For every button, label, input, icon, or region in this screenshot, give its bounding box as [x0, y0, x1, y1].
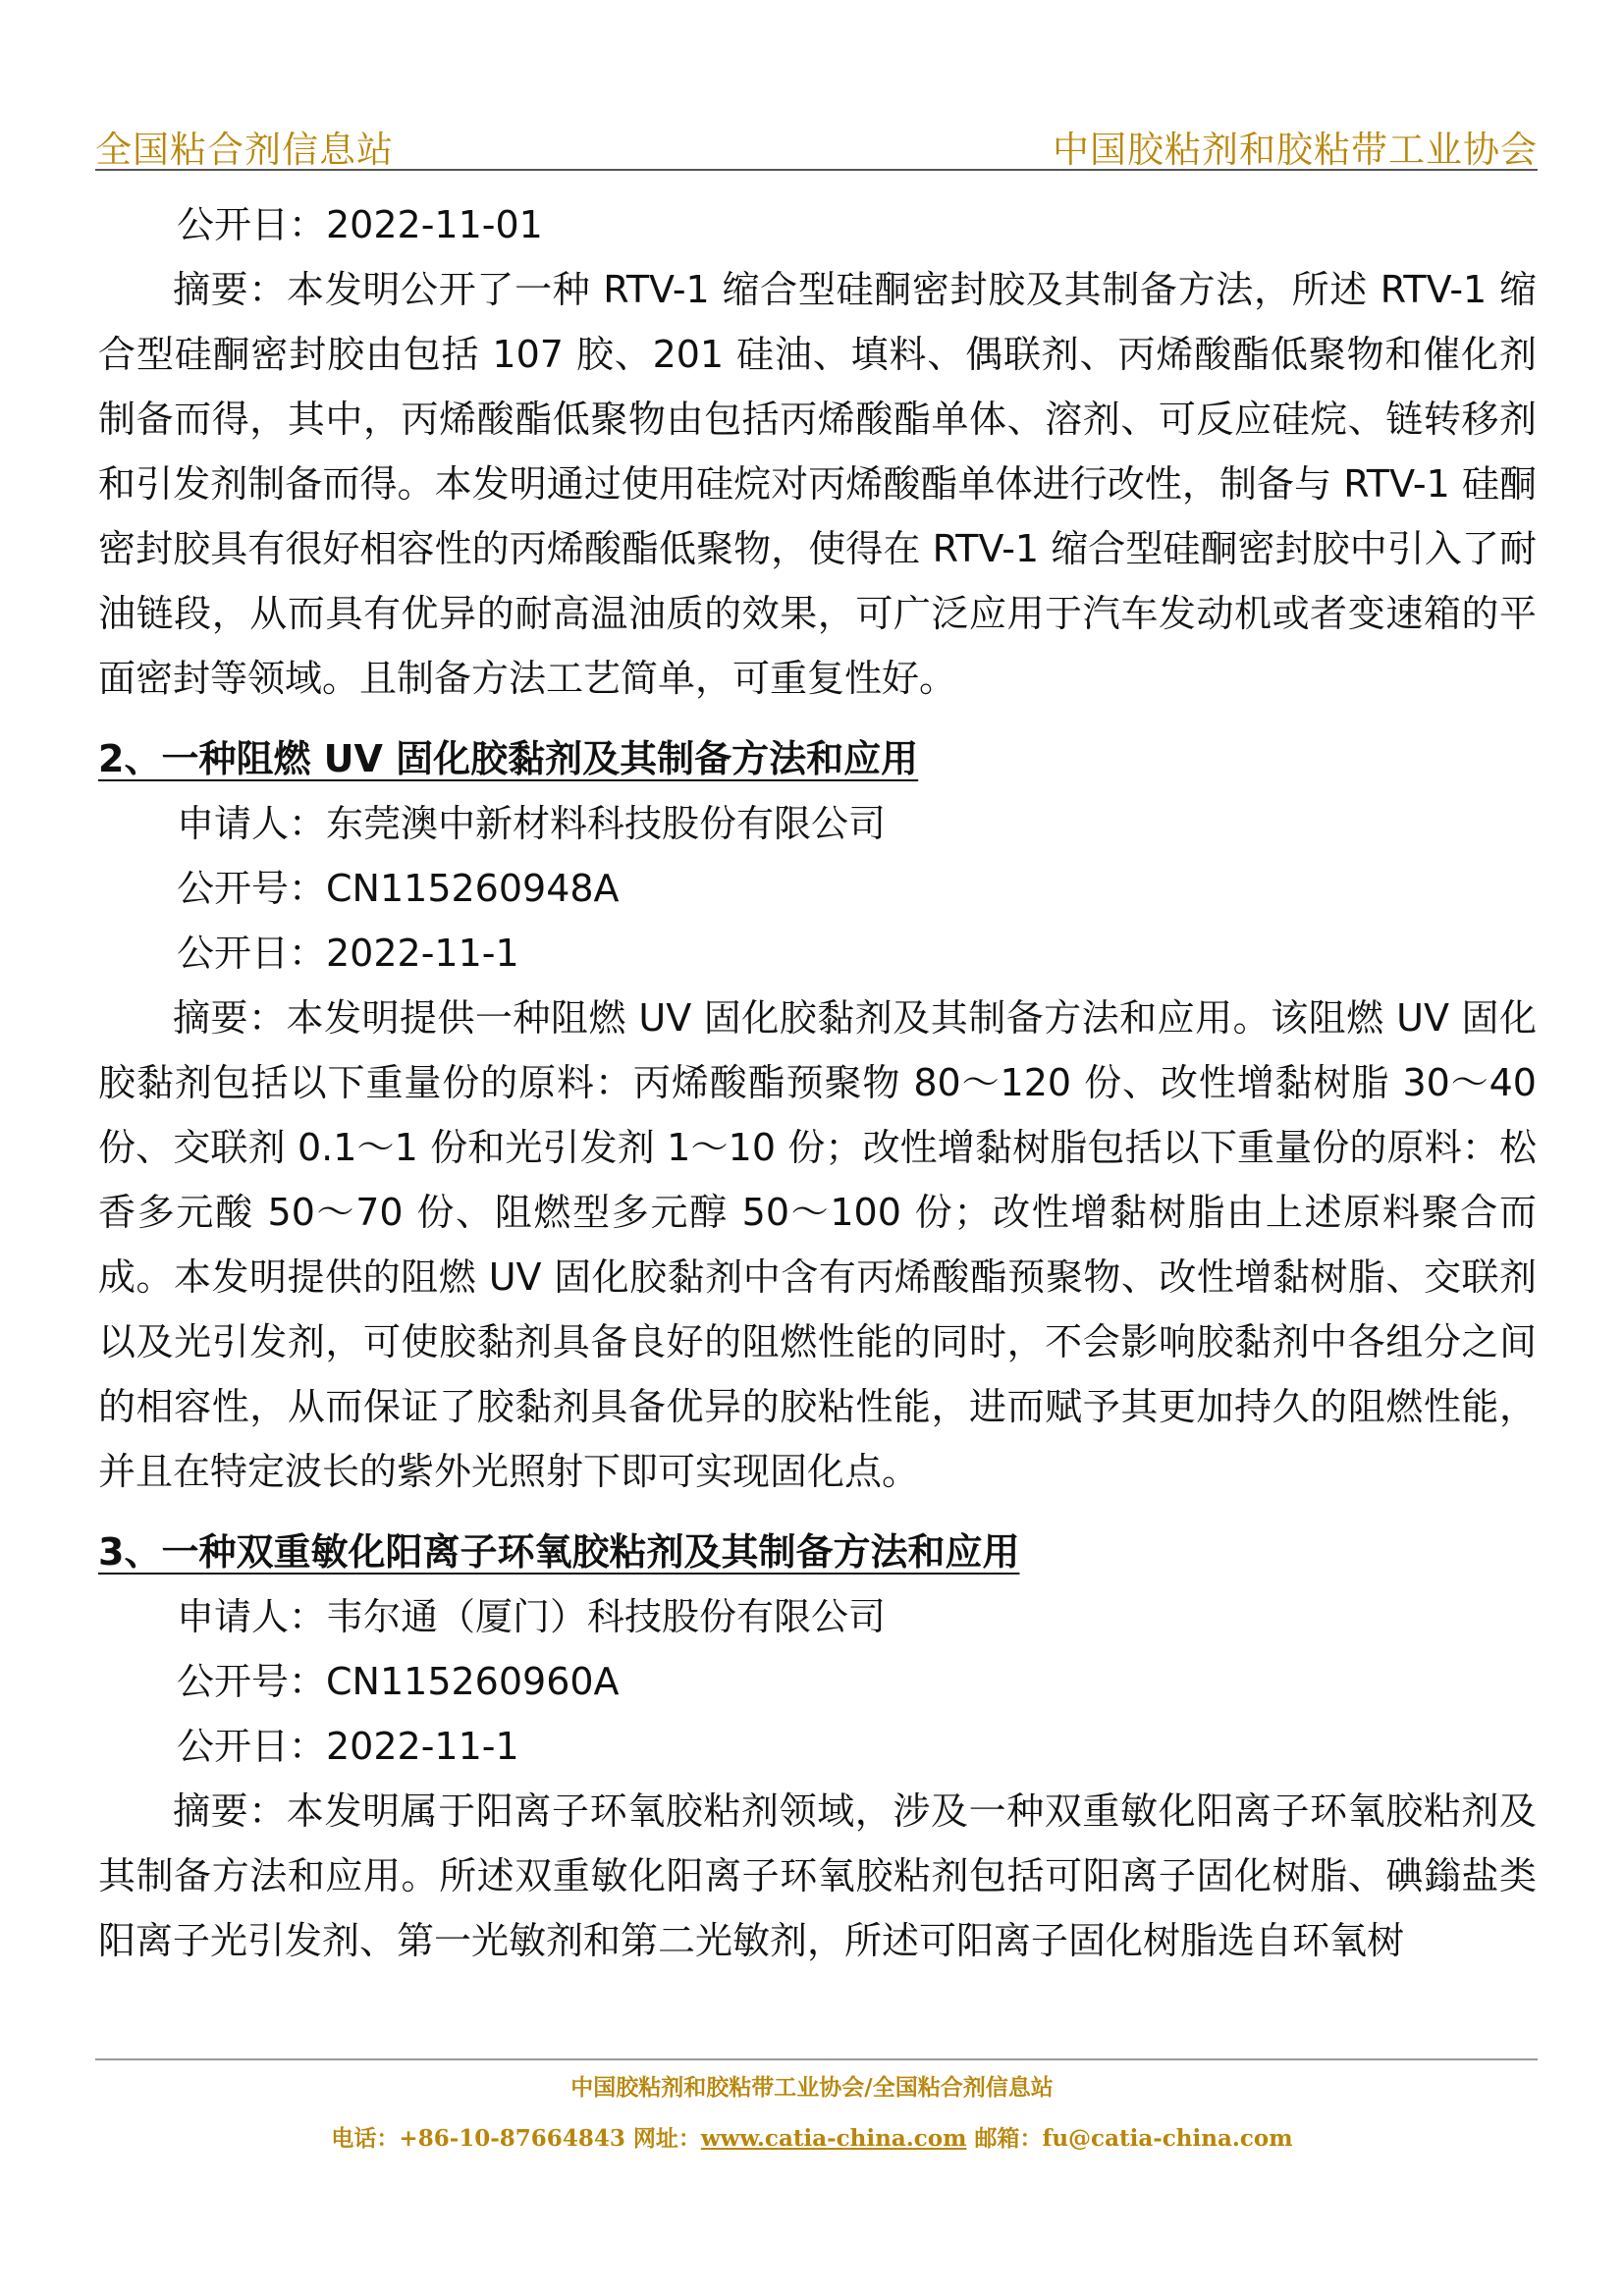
applicant: 申请人：东莞澳中新材料科技股份有限公司: [177, 802, 887, 845]
intro-publication-date: 公开日：2022-11-01: [177, 203, 543, 246]
abstract: 摘要：本发明提供一种阻燃 UV 固化胶黏剂及其制备方法和应用。该阻燃 UV 固化胶黏剂包括以下重量份的原料：丙烯酸酯预聚物 80～120 份、改性增黏树脂 30～40 份、交联剂 0.1～1 份和光引发剂 1～10 份；改性增黏树脂包括以下重量份的原料：松香多元酸 50～70 份、阻燃型多元醇 50～100 份；改性增黏树脂由上述原料聚合而成。本发明提供的阻燃 UV 固化胶黏剂中含有丙烯酸酯预聚物、改性增黏树脂、交联剂以及光引发剂，可使胶黏剂具备良好的阻燃性能的同时，不会影响胶黏剂中各组分之间的相容性，从而保证了胶黏剂具备优异的胶粘性能，进而赋予其更加持久的阻燃性能，并且在特定波长的紫外光照射下即可实现固化点。: [98, 996, 1537, 1493]
document-body: [98, 192, 1537, 1973]
patent-section-3: [98, 1510, 1537, 1973]
footer-organization: 中国胶粘剂和胶粘带工业协会/全国粘合剂信息站: [570, 2074, 1054, 2101]
header-right-title: 中国胶粘剂和胶粘带工业协会: [1053, 129, 1538, 171]
footer-phone: 电话：+86-10-87664843 网址：: [331, 2125, 701, 2152]
footer-contact: [0, 2120, 1624, 2153]
section-title: 3、一种双重敏化阳离子环氧胶粘剂及其制备方法和应用: [98, 1530, 1020, 1574]
publication-number: 公开号：CN115260960A: [177, 1660, 620, 1703]
publication-date: 公开日：2022-11-1: [177, 932, 519, 975]
footer-divider: [95, 2058, 1538, 2060]
footer-email: 邮箱：fu@catia-china.com: [966, 2125, 1293, 2152]
patent-section-2: [98, 717, 1537, 1504]
publication-date: 公开日：2022-11-1: [177, 1725, 519, 1768]
abstract: 摘要：本发明属于阳离子环氧胶粘剂领域，涉及一种双重敏化阳离子环氧胶粘剂及其制备方法和应用。所述双重敏化阳离子环氧胶粘剂包括可阳离子固化树脂、碘鎓盐类阳离子光引发剂、第一光敏剂和第二光敏剂，所述可阳离子固化树脂选自环氧树: [98, 1789, 1537, 1962]
applicant: 申请人：韦尔通（厦门）科技股份有限公司: [177, 1595, 887, 1638]
header-left-title: 全国粘合剂信息站: [95, 129, 394, 171]
footer-website-link[interactable]: www.catia-china.com: [700, 2125, 967, 2152]
intro-abstract: 摘要：本发明公开了一种 RTV-1 缩合型硅酮密封胶及其制备方法，所述 RTV-1 缩合型硅酮密封胶由包括 107 胶、201 硅油、填料、偶联剂、丙烯酸酯低聚物和催化剂制备而得，其中，丙烯酸酯低聚物由包括丙烯酸酯单体、溶剂、可反应硅烷、链转移剂和引发剂制备而得。本发明通过使用硅烷对丙烯酸酯单体进行改性，制备与 RTV-1 硅酮密封胶具有很好相容性的丙烯酸酯低聚物，使得在 RTV-1 缩合型硅酮密封胶中引入了耐油链段，从而具有优异的耐高温油质的效果，可广泛应用于汽车发动机或者变速箱的平面密封等领域。且制备方法工艺简单，可重复性好。: [98, 268, 1537, 700]
page-header: [95, 116, 1538, 171]
publication-number: 公开号：CN115260948A: [177, 867, 620, 910]
section-title: 2、一种阻燃 UV 固化胶黏剂及其制备方法和应用: [98, 737, 919, 780]
